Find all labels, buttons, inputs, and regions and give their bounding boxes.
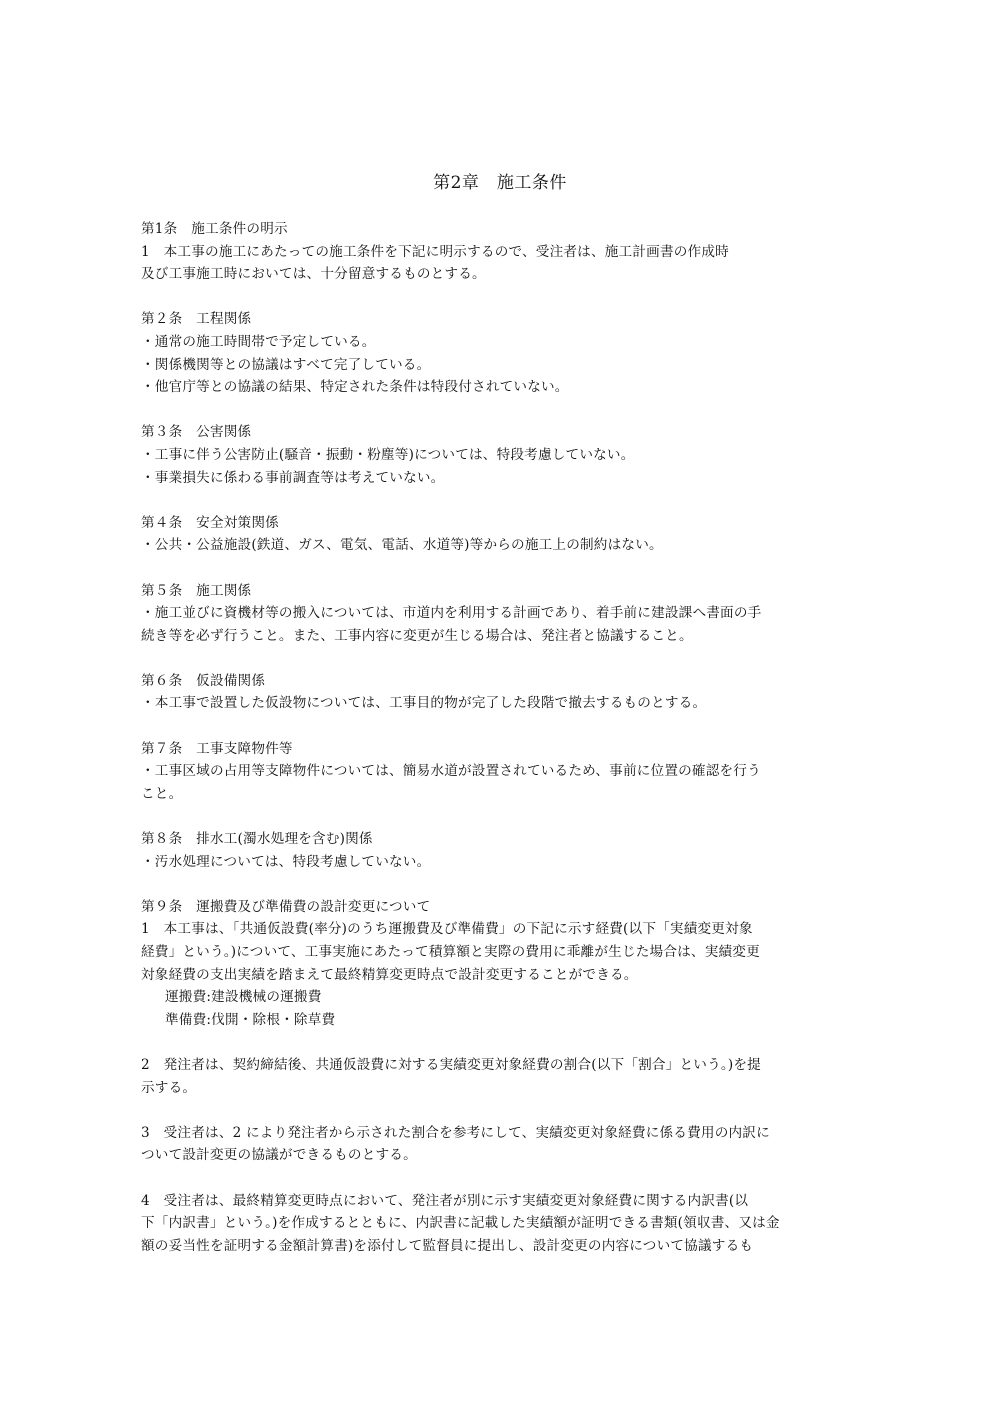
chapter-title: 第2章 施工条件 (433, 173, 567, 193)
article-heading: 第1条 施工条件の明示 (141, 221, 288, 237)
article-text-line: 2 発注者は、契約締結後、共通仮設費に対する実績変更対象経費の割合(以下「割合」という。)を提 (141, 1056, 761, 1073)
article-text-line: 示する。 (141, 1079, 197, 1096)
article-text-line: ・汚水処理については、特段考慮していない。 (141, 853, 431, 870)
article-2 (141, 308, 861, 398)
article-9 (141, 896, 861, 1258)
article-text-line: 対象経費の支出実績を踏まえて最終精算変更時点で設計変更することができる。 (141, 966, 638, 983)
article-text-line: ・通常の施工時間帯で予定している。 (141, 333, 376, 350)
article-text-line: 1 本工事の施工にあたっての施工条件を下記に明示するので、受注者は、施工計画書の作成時 (141, 243, 729, 260)
article-text-line: ・関係機関等との協議はすべて完了している。 (141, 356, 431, 373)
article-9-paragraph-4 (141, 1190, 861, 1258)
article-text-line: こと。 (141, 785, 183, 802)
article-text-line: ・工事に伴う公害防止(騒音・振動・粉塵等)については、特段考慮していない。 (141, 446, 635, 463)
article-text-line: ・事業損失に係わる事前調査等は考えていない。 (141, 469, 445, 486)
article-text-line: 1 本工事は、「共通仮設費(率分)のうち運搬費及び準備費」の下記に示す経費(以下「実績変更対象 (141, 921, 753, 938)
article-text-line: 及び工事施工時においては、十分留意するものとする。 (141, 266, 486, 283)
article-heading: 第９条 運搬費及び準備費の設計変更について (141, 898, 431, 915)
article-heading: 第６条 仮設備関係 (141, 672, 266, 689)
article-9-paragraph-2 (141, 1054, 861, 1099)
article-text-line: 経費」という。)について、工事実施にあたって積算額と実際の費用に乖離が生じた場合は、実績変更 (141, 944, 760, 960)
article-heading: 第７条 工事支障物件等 (141, 740, 293, 757)
article-text-line: ・工事区域の占用等支障物件については、簡易水道が設置されているため、事前に位置の確認を行う (141, 763, 761, 780)
article-5 (141, 580, 861, 648)
article-9-paragraph-1 (141, 918, 861, 1031)
article-8 (141, 828, 861, 873)
cost-item: 運搬費:建設機械の運搬費 (165, 989, 322, 1006)
article-text-line: 4 受注者は、最終精算変更時点において、発注者が別に示す実績変更対象経費に関する内訳書(以 (141, 1192, 749, 1209)
article-text-line: ・公共・公益施設(鉄道、ガス、電気、電話、水道等)等からの施工上の制約はない。 (141, 537, 663, 554)
article-heading: 第８条 排水工(濁水処理を含む)関係 (141, 831, 373, 848)
article-9-paragraph-3 (141, 1122, 861, 1167)
article-text-line: ・本工事で設置した仮設物については、工事目的物が完了した段階で撤去するものとする。 (141, 695, 707, 712)
article-text-line: ついて設計変更の協議ができるものとする。 (141, 1147, 417, 1164)
article-4 (141, 512, 861, 557)
article-6 (141, 670, 861, 715)
article-text-line: ・施工並びに資機材等の搬入については、市道内を利用する計画であり、着手前に建設課へ書面の手 (141, 605, 762, 622)
article-text-line: 続き等を必ず行うこと。また、工事内容に変更が生じる場合は、発注者と協議すること。 (141, 627, 693, 644)
article-7 (141, 738, 861, 806)
article-3 (141, 421, 861, 489)
article-heading: 第２条 工程関係 (141, 311, 252, 328)
article-text-line: 3 受注者は、2 により発注者から示された割合を参考にして、実績変更対象経費に係る費用の内訳に (141, 1124, 770, 1141)
article-heading: 第４条 安全対策関係 (141, 514, 279, 531)
article-text-line: 額の妥当性を証明する金額計算書)を添付して監督員に提出し、設計変更の内容について協議するも (141, 1237, 754, 1254)
article-heading: 第５条 施工関係 (141, 582, 252, 599)
article-1 (141, 218, 861, 286)
document-body (141, 218, 861, 1280)
article-heading: 第３条 公害関係 (141, 424, 252, 441)
article-text-line: 下「内訳書」という。)を作成するとともに、内訳書に記載した実績額が証明できる書類(領収書、又は金 (141, 1215, 780, 1232)
cost-item: 準備費:伐開・除根・除草費 (165, 1011, 336, 1028)
article-text-line: ・他官庁等との協議の結果、特定された条件は特段付されていない。 (141, 379, 569, 396)
